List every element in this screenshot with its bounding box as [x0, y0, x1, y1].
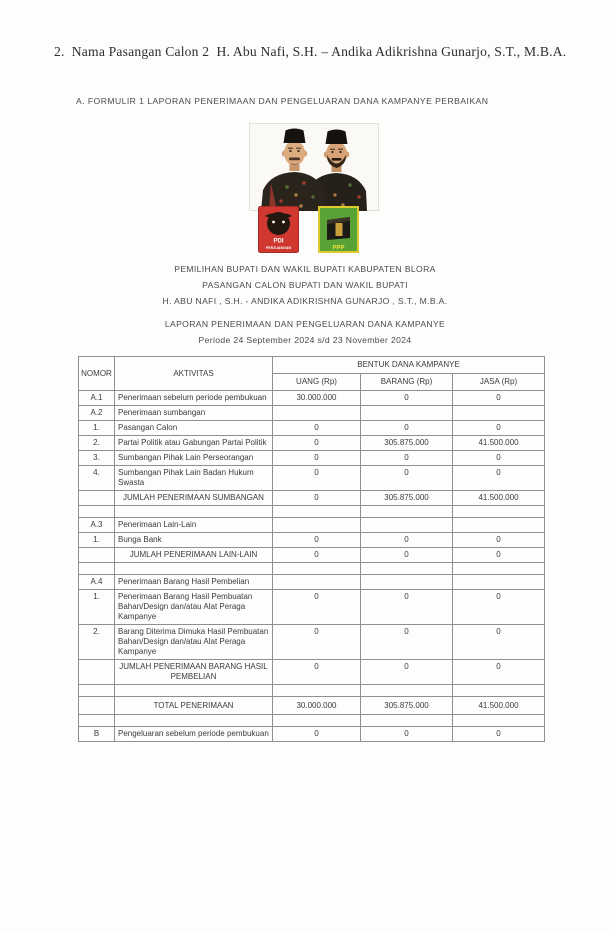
cell-aktivitas: JUMLAH PENERIMAAN SUMBANGAN: [115, 491, 273, 506]
cell-uang: [273, 506, 361, 518]
cell-nomor: A.4: [79, 575, 115, 590]
table-row: [79, 421, 545, 436]
cell-uang: 0: [273, 727, 361, 742]
cell-jasa: 0: [453, 660, 545, 685]
cell-aktivitas: Penerimaan sebelum periode pembukuan: [115, 391, 273, 406]
cell-uang: 0: [273, 625, 361, 660]
cell-jasa: [453, 518, 545, 533]
report-period: Periode 24 September 2024 s/d 23 November 2024: [198, 335, 412, 345]
cell-uang: 0: [273, 451, 361, 466]
cell-uang: [273, 575, 361, 590]
cell-nomor: [79, 491, 115, 506]
cell-jasa: 0: [453, 466, 545, 491]
pdi-sublabel: PERJUANGAN: [265, 246, 292, 250]
cell-aktivitas: Sumbangan Pihak Lain Badan Hukum Swasta: [115, 466, 273, 491]
cell-uang: 0: [273, 548, 361, 563]
cell-nomor: A.2: [79, 406, 115, 421]
cell-barang: 305.875.000: [361, 491, 453, 506]
cell-uang: 0: [273, 436, 361, 451]
cell-uang: [273, 715, 361, 727]
cell-uang: [273, 518, 361, 533]
table-row: [79, 451, 545, 466]
cell-barang: [361, 506, 453, 518]
cell-nomor: 4.: [79, 466, 115, 491]
cell-nomor: [79, 660, 115, 685]
cell-jasa: 41.500.000: [453, 697, 545, 715]
election-title: PEMILIHAN BUPATI DAN WAKIL BUPATI KABUPATEN BLORA: [174, 264, 436, 274]
cell-aktivitas: JUMLAH PENERIMAAN BARANG HASIL PEMBELIAN: [115, 660, 273, 685]
cell-aktivitas: Sumbangan Pihak Lain Perseorangan: [115, 451, 273, 466]
cell-barang: 0: [361, 451, 453, 466]
cell-nomor: 1.: [79, 533, 115, 548]
pdi-label: PDI: [273, 238, 284, 245]
table-row: [79, 533, 545, 548]
page-title: 2. Nama Pasangan Calon 2 H. Abu Nafi, S.H. – Andika Adikrishna Gunarjo, S.T., M.B.A.: [54, 44, 567, 59]
cell-nomor: [79, 548, 115, 563]
cell-uang: 0: [273, 491, 361, 506]
cell-aktivitas: TOTAL PENERIMAAN: [115, 697, 273, 715]
cell-uang: [273, 685, 361, 697]
spacer-row: [79, 715, 545, 727]
cell-aktivitas: Partai Politik atau Gabungan Partai Politik: [115, 436, 273, 451]
cell-nomor: [79, 697, 115, 715]
cell-nomor: 2.: [79, 436, 115, 451]
cell-nomor: B: [79, 727, 115, 742]
cell-nomor: [79, 685, 115, 697]
cell-aktivitas: Penerimaan Lain-Lain: [115, 518, 273, 533]
cell-jasa: [453, 563, 545, 575]
col-header-uang: UANG (Rp): [273, 374, 361, 391]
report-title: LAPORAN PENERIMAAN DAN PENGELUARAN DANA KAMPANYE: [164, 319, 446, 329]
cell-jasa: 41.500.000: [453, 491, 545, 506]
cell-nomor: 2.: [79, 625, 115, 660]
cell-nomor: A.1: [79, 391, 115, 406]
cell-uang: 0: [273, 660, 361, 685]
cell-barang: [361, 575, 453, 590]
cell-barang: 0: [361, 590, 453, 625]
cell-jasa: [453, 406, 545, 421]
table-row: [79, 548, 545, 563]
cell-jasa: 41.500.000: [453, 436, 545, 451]
table-row: [79, 518, 545, 533]
cell-aktivitas: Pasangan Calon: [115, 421, 273, 436]
col-header-aktivitas: AKTIVITAS: [115, 357, 273, 391]
cell-jasa: [453, 715, 545, 727]
cell-barang: 0: [361, 466, 453, 491]
cell-barang: 0: [361, 391, 453, 406]
cell-nomor: [79, 715, 115, 727]
table-row: [79, 575, 545, 590]
cell-uang: 30.000.000: [273, 697, 361, 715]
cell-uang: [273, 406, 361, 421]
cell-jasa: 0: [453, 727, 545, 742]
table-row: [79, 466, 545, 491]
cell-aktivitas: Bunga Bank: [115, 533, 273, 548]
candidate-names: H. ABU NAFI , S.H. - ANDIKA ADIKRISHNA GUNARJO , S.T., M.B.A.: [162, 296, 448, 306]
cell-uang: 0: [273, 533, 361, 548]
table-row: [79, 625, 545, 660]
cell-aktivitas: [115, 563, 273, 575]
cell-jasa: 0: [453, 391, 545, 406]
cell-barang: [361, 715, 453, 727]
cell-aktivitas: Penerimaan sumbangan: [115, 406, 273, 421]
cell-barang: [361, 563, 453, 575]
cell-jasa: 0: [453, 421, 545, 436]
table-row: [79, 391, 545, 406]
table-row: [79, 491, 545, 506]
cell-barang: 305.875.000: [361, 436, 453, 451]
dana-kampanye-table: [78, 356, 545, 742]
cell-jasa: 0: [453, 533, 545, 548]
pdi-perjuangan-logo: [258, 206, 299, 253]
cell-uang: 0: [273, 421, 361, 436]
cell-uang: 0: [273, 466, 361, 491]
report-header: [0, 264, 610, 345]
cell-barang: 0: [361, 727, 453, 742]
cell-jasa: 0: [453, 590, 545, 625]
cell-barang: 0: [361, 533, 453, 548]
cell-aktivitas: [115, 715, 273, 727]
cell-uang: [273, 563, 361, 575]
col-header-jasa: JASA (Rp): [453, 374, 545, 391]
form-section-label: A. FORMULIR 1 LAPORAN PENERIMAAN DAN PENGELUARAN DANA KAMPANYE PERBAIKAN: [76, 96, 489, 106]
cell-nomor: A.3: [79, 518, 115, 533]
col-header-group: BENTUK DANA KAMPANYE: [273, 357, 545, 374]
ppp-label: PPP: [332, 245, 345, 252]
cell-nomor: [79, 506, 115, 518]
cell-nomor: 1.: [79, 421, 115, 436]
cell-aktivitas: Penerimaan Barang Hasil Pembuatan Bahan/Design dan/atau Alat Peraga Kampanye: [115, 590, 273, 625]
cell-barang: [361, 685, 453, 697]
cell-uang: 0: [273, 590, 361, 625]
candidates-photo: [249, 123, 379, 211]
table-row: [79, 727, 545, 742]
cell-barang: 305.875.000: [361, 697, 453, 715]
candidate-pair-illustration: [249, 123, 379, 211]
cell-jasa: [453, 506, 545, 518]
cell-barang: 0: [361, 548, 453, 563]
party-logos: [258, 206, 359, 253]
cell-uang: 30.000.000: [273, 391, 361, 406]
ppp-logo: [318, 206, 359, 253]
cell-barang: [361, 518, 453, 533]
spacer-row: [79, 563, 545, 575]
cell-barang: 0: [361, 625, 453, 660]
cell-nomor: 3.: [79, 451, 115, 466]
cell-jasa: [453, 685, 545, 697]
table-row: [79, 590, 545, 625]
table-body: [79, 391, 545, 742]
table-row: [79, 697, 545, 715]
cell-barang: [361, 406, 453, 421]
table-row: [79, 406, 545, 421]
cell-aktivitas: [115, 685, 273, 697]
cell-aktivitas: Barang Diterima Dimuka Hasil Pembuatan Bahan/Design dan/atau Alat Peraga Kampanye: [115, 625, 273, 660]
cell-barang: 0: [361, 660, 453, 685]
col-header-nomor: NOMOR: [79, 357, 115, 391]
header-row-1: [79, 357, 545, 374]
cell-nomor: 1.: [79, 590, 115, 625]
cell-aktivitas: [115, 506, 273, 518]
col-header-barang: BARANG (Rp): [361, 374, 453, 391]
cell-nomor: [79, 563, 115, 575]
table-row: [79, 660, 545, 685]
cell-barang: 0: [361, 421, 453, 436]
cell-jasa: [453, 575, 545, 590]
spacer-row: [79, 685, 545, 697]
cell-aktivitas: Penerimaan Barang Hasil Pembelian: [115, 575, 273, 590]
cell-aktivitas: Pengeluaran sebelum periode pembukuan: [115, 727, 273, 742]
cell-jasa: 0: [453, 625, 545, 660]
cell-jasa: 0: [453, 451, 545, 466]
cell-aktivitas: JUMLAH PENERIMAAN LAIN-LAIN: [115, 548, 273, 563]
cell-jasa: 0: [453, 548, 545, 563]
pair-subtitle: PASANGAN CALON BUPATI DAN WAKIL BUPATI: [202, 280, 408, 290]
table-row: [79, 436, 545, 451]
spacer-row: [79, 506, 545, 518]
